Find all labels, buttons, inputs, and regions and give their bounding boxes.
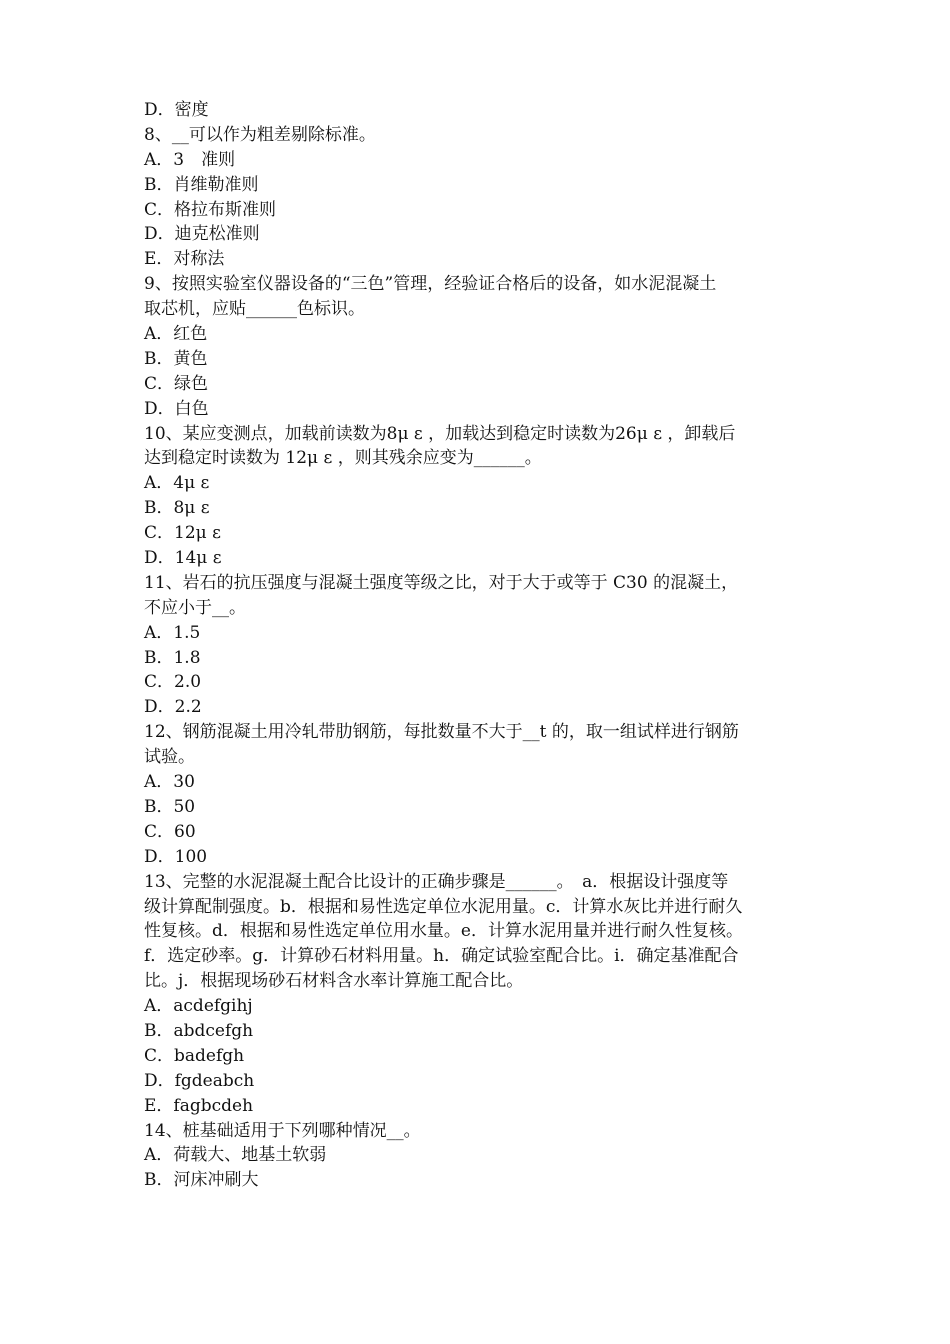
question-line: 达到稳定时读数为 12μ ε ，则其残余应变为______。 [144,448,542,469]
option-line: A．acdefgihj [144,996,253,1017]
option-line: C．12μ ε [144,523,221,544]
option-line: A．红色 [144,324,208,345]
question-line: 9、按照实验室仪器设备的“三色”管理，经验证合格后的设备，如水泥混凝土 [144,274,717,295]
question-line: 不应小于__。 [144,597,246,618]
option-line: B．abdcefgh [144,1020,254,1041]
option-line: A．30 [144,772,195,793]
question-line: 13、完整的水泥混凝土配合比设计的正确步骤是______。 a．根据设计强度等 [144,871,729,892]
option-line: C．2.0 [144,672,202,693]
option-line: D．fgdeabch [144,1070,255,1091]
option-line: C．绿色 [144,373,209,394]
question-line: 取芯机，应贴______色标识。 [144,299,365,320]
option-line: D．迪克松准则 [144,224,260,245]
question-line: 级计算配制强度。b．根据和易性选定单位水泥用量。c．计算水灰比并进行耐久 [144,896,743,917]
option-line: B．黄色 [144,348,208,369]
option-line: E．fagbcdeh [144,1095,254,1116]
option-line: E．对称法 [144,249,225,270]
option-line: A．3 准则 [144,149,236,170]
option-line: B．50 [144,796,196,817]
question-line: 10、某应变测点，加载前读数为8μ ε ，加载达到稳定时读数为26μ ε ，卸载后 [144,423,736,444]
document-page [144,98,810,1193]
option-line: C．badefgh [144,1045,245,1066]
option-line: A．1.5 [144,622,201,643]
option-line: D．2.2 [144,697,202,718]
question-line: 14、桩基础适用于下列哪种情况__。 [144,1120,421,1141]
question-line: 性复核。d．根据和易性选定单位用水量。e．计算水泥用量并进行耐久性复核。 [144,921,743,942]
option-line: D．密度 [144,100,209,120]
option-line: B．8μ ε [144,498,210,519]
option-line: A．荷载大、地基土软弱 [144,1145,327,1166]
option-line: D．100 [144,846,208,867]
question-line: f．选定砂率。g．计算砂石材料用量。h．确定试验室配合比。i．确定基准配合 [144,946,739,967]
option-line: D．白色 [144,398,209,419]
question-line: 试验。 [144,747,195,768]
question-line: 8、__可以作为粗差剔除标准。 [144,124,376,145]
option-line: C．60 [144,821,196,842]
option-line: C．格拉布斯准则 [144,199,277,220]
option-line: A．4μ ε [144,473,210,494]
option-line: B．1.8 [144,647,201,668]
question-line: 12、钢筋混凝土用冷轧带肋钢筋，每批数量不大于__t 的，取一组试样进行钢筋 [144,722,739,743]
option-line: B．河床冲刷大 [144,1170,259,1191]
option-line: B．肖维勒准则 [144,174,259,195]
option-line: D．14μ ε [144,548,222,569]
question-line: 11、岩石的抗压强度与混凝土强度等级之比，对于大于或等于 C30 的混凝土， [144,572,739,593]
question-line: 比。j．根据现场砂石材料含水率计算施工配合比。 [144,971,524,992]
